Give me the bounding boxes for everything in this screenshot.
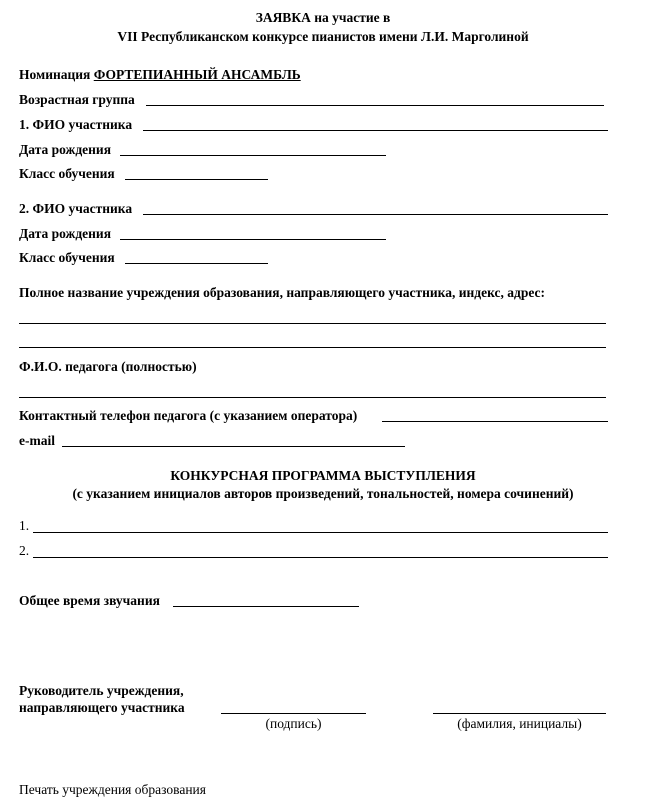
teacher-label: Ф.И.О. педагога (полностью) — [19, 359, 197, 374]
participant1-birth-field[interactable] — [120, 155, 386, 156]
nomination-row — [19, 67, 301, 83]
head-label-line-1: Руководитель учреждения, — [19, 683, 184, 698]
total-time-field[interactable] — [173, 606, 359, 607]
participant2-class-label: Класс обучения — [19, 250, 115, 265]
institution-field-line-1[interactable] — [19, 323, 606, 324]
teacher-field[interactable] — [19, 397, 606, 398]
participant1-name-label: 1. ФИО участника — [19, 117, 133, 132]
program-item-1-number: 1. — [19, 518, 30, 533]
institution-label: Полное название учреждения образования, направляющего участника, индекс, адрес: — [19, 285, 545, 300]
teacher-phone-field[interactable] — [382, 421, 608, 422]
participant2-birth-field[interactable] — [120, 239, 386, 240]
participant1-birth-label: Дата рождения — [19, 142, 112, 157]
total-time-label: Общее время звучания — [19, 593, 160, 608]
head-name-field[interactable] — [433, 713, 606, 714]
institution-field-line-2[interactable] — [19, 347, 606, 348]
participant2-class-field[interactable] — [125, 263, 268, 264]
participant2-name-field[interactable] — [143, 214, 608, 215]
program-item-2-field[interactable] — [33, 557, 608, 558]
head-label-line-2: направляющего участника — [19, 700, 185, 715]
nomination-value: ФОРТЕПИАННЫЙ АНСАМБЛЬ — [93, 67, 301, 82]
program-item-1-field[interactable] — [33, 532, 608, 533]
teacher-phone-label: Контактный телефон педагога (с указанием оператора) — [19, 408, 358, 423]
program-subheading: (с указанием инициалов авторов произведений, тональностей, номера сочинений) — [72, 486, 574, 501]
participant2-birth-label: Дата рождения — [19, 226, 112, 241]
title-line-2: VII Республиканском конкурсе пианистов имени Л.И. Марголиной — [117, 29, 529, 44]
participant2-name-label: 2. ФИО участника — [19, 201, 133, 216]
age-group-label: Возрастная группа — [19, 92, 135, 107]
head-name-caption: (фамилия, инициалы) — [457, 716, 582, 731]
age-group-field[interactable] — [146, 105, 604, 106]
nomination-label: Номинация — [19, 67, 91, 82]
participant1-name-field[interactable] — [143, 130, 608, 131]
participant1-class-label: Класс обучения — [19, 166, 115, 181]
seal-label: Печать учреждения образования — [19, 782, 206, 797]
email-label: e-mail — [19, 433, 55, 448]
title-line-1: ЗАЯВКА на участие в — [255, 10, 391, 25]
participant1-class-field[interactable] — [125, 179, 268, 180]
program-heading: КОНКУРСНАЯ ПРОГРАММА ВЫСТУПЛЕНИЯ — [170, 468, 476, 483]
signature-caption: (подпись) — [265, 716, 322, 731]
signature-field[interactable] — [221, 713, 366, 714]
program-item-2-number: 2. — [19, 543, 30, 558]
email-field[interactable] — [62, 446, 405, 447]
